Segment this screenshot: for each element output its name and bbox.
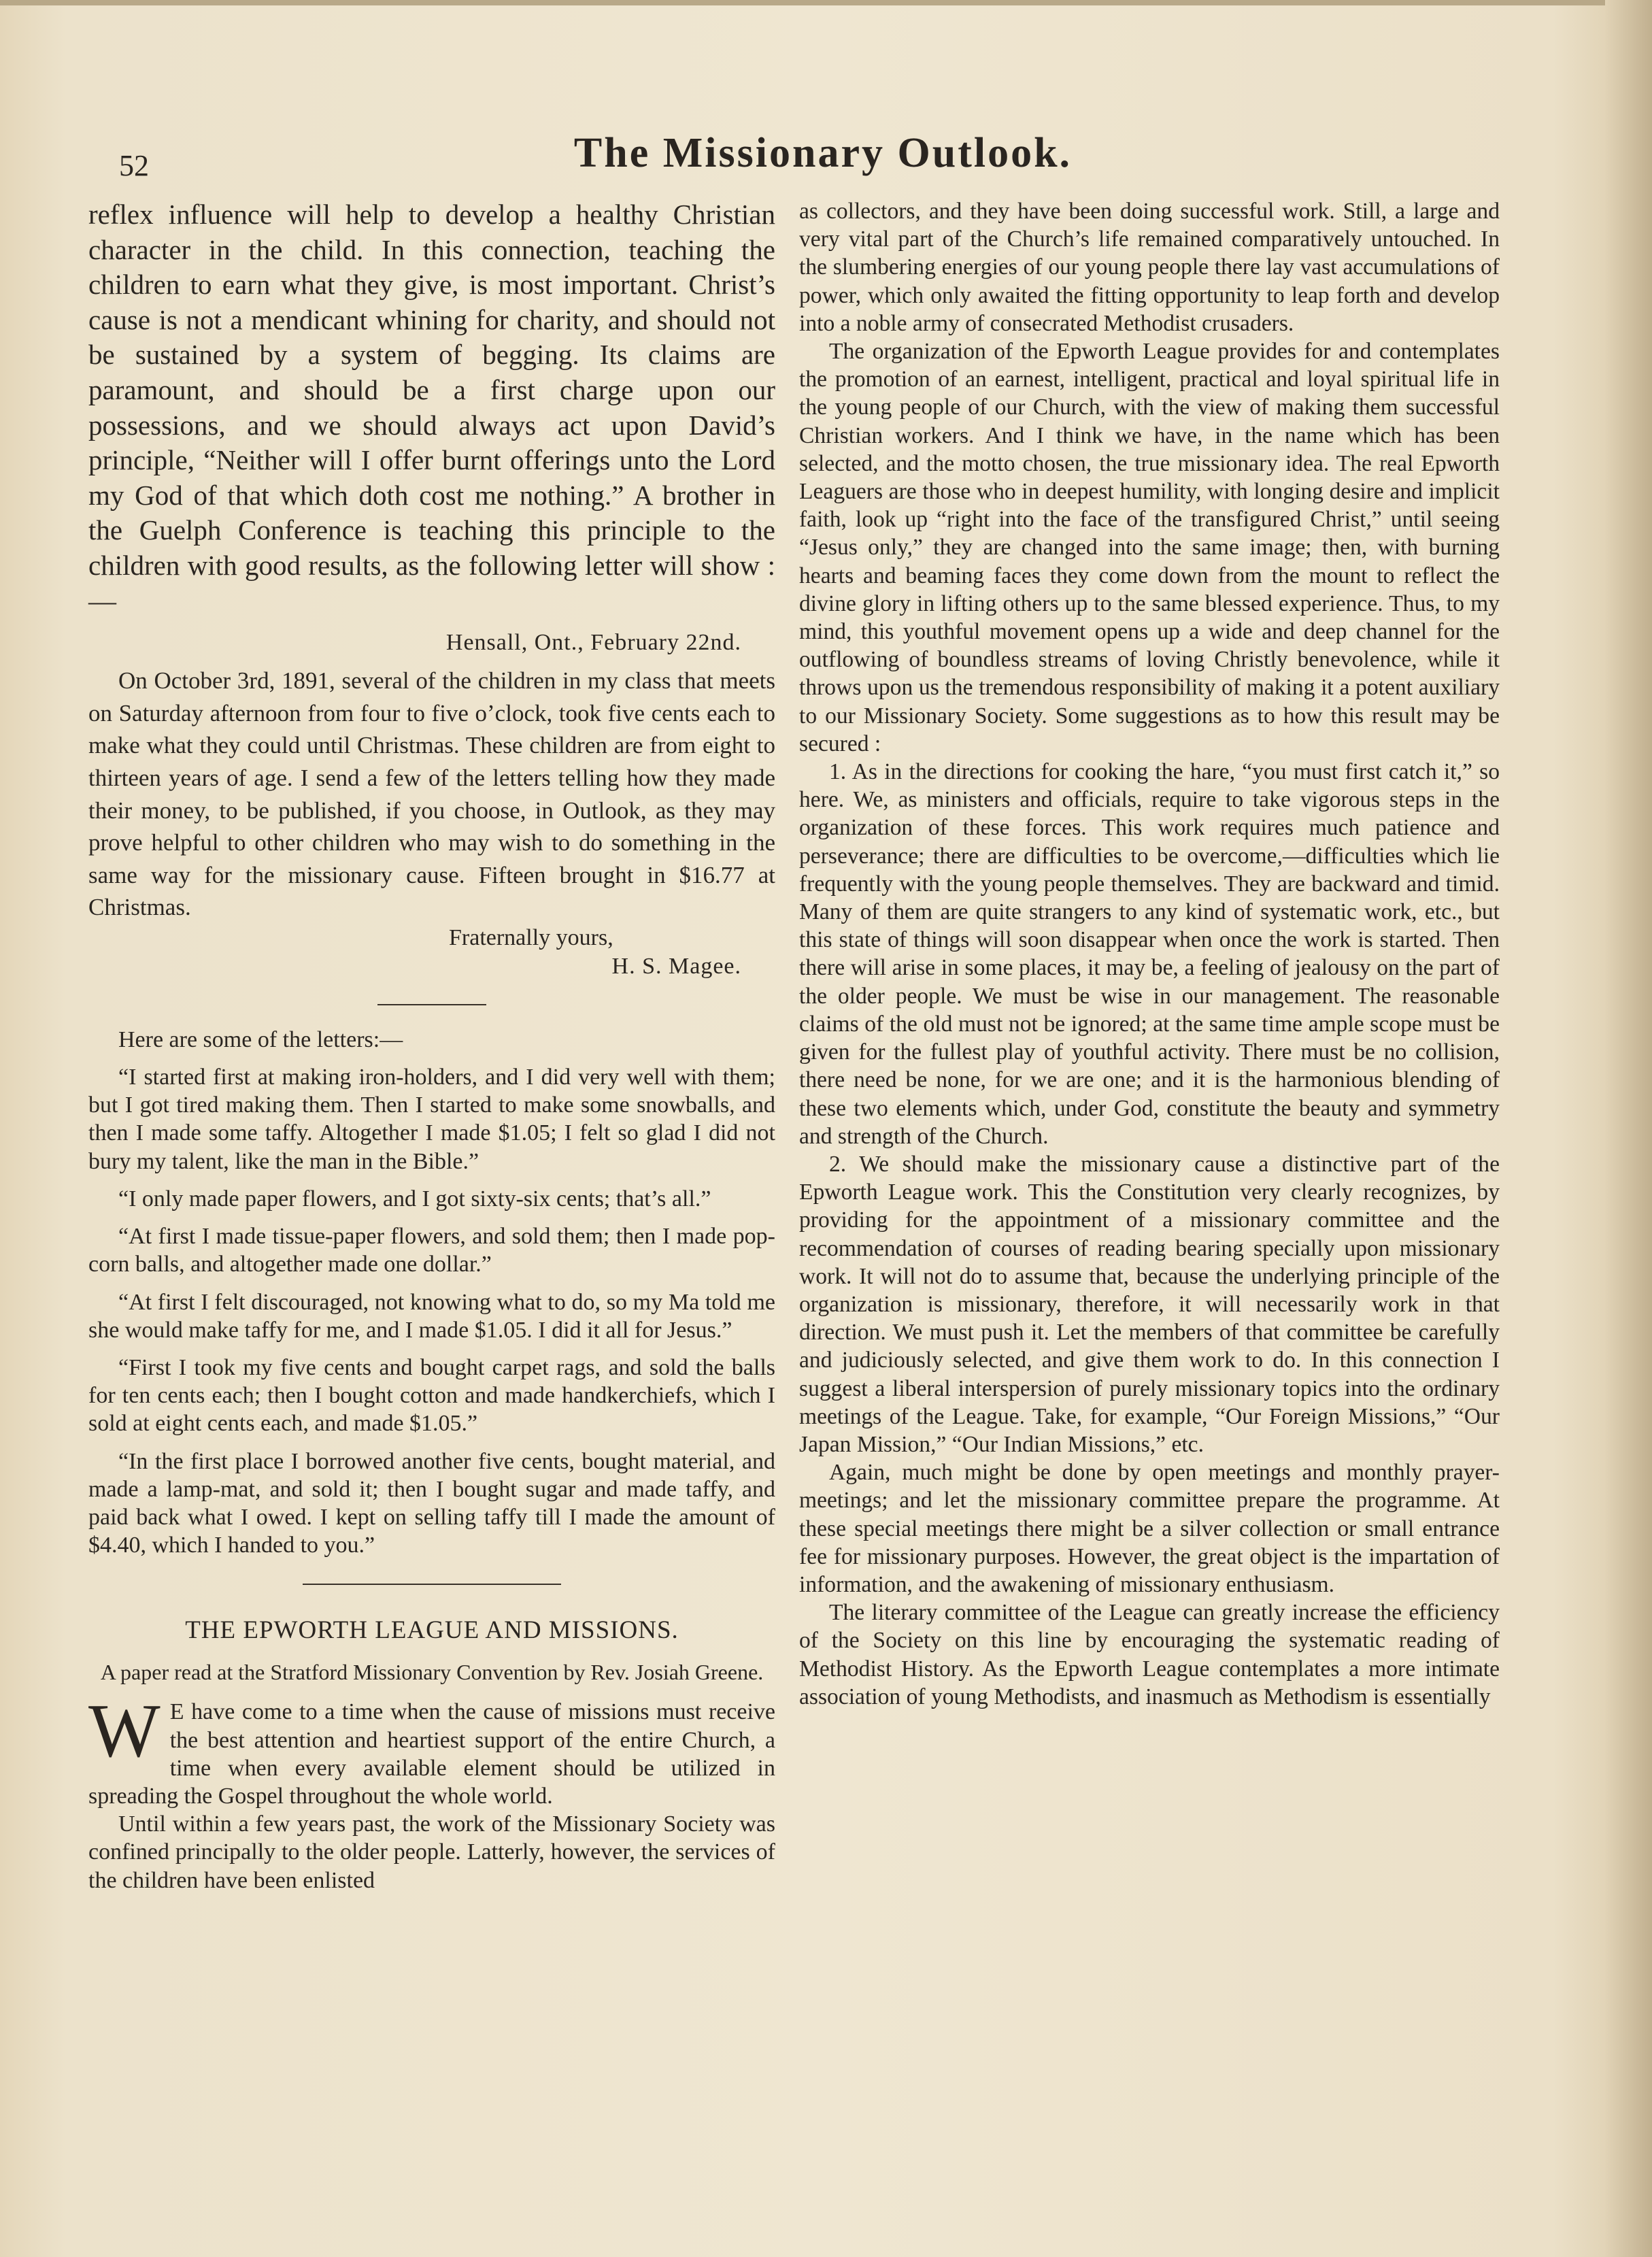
article-paragraph: Again, much might be done by open meetings and monthly prayer-meetings; and let the missionary committee prepare the programme. At these special meetings there might be a silver collection or small entrance fee for missionary purposes. However, the great object is the impartation of information, and the awakening of missionary enthusiasm. [799, 1460, 1500, 1597]
article-paragraph: The organization of the Epworth League provides for and contemplates the promotion of an earnest, intelligent, practical and loyal spiritual life in the young people of our Church, with the view of making them successful Christian workers. And I think we have, in the name which has been selected, and the motto chosen, the true missionary idea. The real Epworth Leaguers are those who in deepest humility, with longing desire and implicit faith, look up “right into the face of the transfigured Christ,” until seeing “Jesus only,” they are changed into the same image; then, with burning hearts and beaming faces they come down from the mount to reflect the divine glory in lifting others up to the same blessed experience. Thus, to my mind, this youthful movement opens up a wide and deep channel for the outflowing of boundless streams of loving Christly benevolence, while it throws upon us the tremendous responsibility of making it a potent auxiliary to our Missionary Society. Some suggestions as to how this result may be secured : [799, 339, 1500, 756]
article-paragraph: Until within a few years past, the work of the Missionary Society was confined principally to the older people. Latterly, however, the services of the children have been enlisted [88, 1811, 775, 1893]
article-title: THE EPWORTH LEAGUE AND MISSIONS. [185, 1616, 679, 1645]
left-column [88, 197, 775, 1894]
top-rule [0, 0, 1605, 5]
article-opening [88, 1698, 775, 1810]
right-column [799, 197, 1500, 1711]
letter-signature: H. S. Magee. [611, 953, 741, 979]
page-number: 52 [119, 149, 149, 182]
child-letter: “At first I made tissue-paper flowers, and sold them; then I made pop-corn balls, and altogether made one dollar.” [88, 1224, 775, 1277]
child-letter: “I only made paper flowers, and I got sixty-six cents; that’s all.” [118, 1186, 711, 1211]
spacer [88, 1175, 775, 1185]
spacer [88, 1213, 775, 1222]
spacer [88, 1344, 775, 1354]
separator-rule [377, 1004, 486, 1005]
article-paragraph: as collectors, and they have been doing successful work. Still, a large and very vital part of the Church’s life remained comparatively untouched. In the slumbering energies of our young people there lay vast accumulations of power, which only awaited the fitting opportunity to leap forth and develop into a noble army of consecrated Methodist crusaders. [799, 199, 1500, 336]
spacer [88, 1279, 775, 1288]
spacer [88, 1054, 775, 1063]
child-letter: “At first I felt discouraged, not knowing what to do, so my Ma told me she would make taffy for me, and I made $1.05. I did it all for Jesus.” [88, 1289, 775, 1343]
spacer [88, 1438, 775, 1448]
running-title: The Missionary Outlook. [573, 130, 1073, 176]
letter-signoff: Fraternally yours, [449, 924, 613, 950]
child-letter: “First I took my five cents and bought carpet rags, and sold the balls for ten cents each; then I bought cotton and made handkerchiefs, which I sold at eight cents each, and made $1.05.” [88, 1354, 775, 1437]
child-letter: “In the first place I borrowed another five cents, bought material, and made a lamp-mat, and sold it; then I bought sugar and made taffy, and paid back what I owed. I kept on selling taffy till I made the amount of $4.40, which I handed to you.” [88, 1448, 775, 1558]
letters-intro: Here are some of the letters:— [118, 1026, 403, 1052]
child-letter: “I started first at making iron-holders, and I did very well with them; but I got tired making them. Then I started to make some snowballs, and then I made some taffy. Altogether I made $1.05; I felt so glad I did not bury my talent, like the man in the Bible.” [88, 1065, 775, 1174]
letter-dateline: Hensall, Ont., February 22nd. [445, 630, 741, 656]
intro-paragraph: reflex influence will help to develop a healthy Christian character in the child. In this connection, teaching the children to earn what they give, is most important. Christ’s cause is not a mendicant whining for charity, and should not be sustained by a system of begging. Its claims are paramount, and should be a first charge upon our possessions, and we should always act upon David’s principle, “Neither will I offer burnt offerings unto the Lord my God of that which doth cost me nothing.” A brother in the Guelph Conference is teaching this principle to the children with good results, as the following letter will show :— [88, 199, 775, 616]
article-paragraph: 2. We should make the missionary cause a distinctive part of the Epworth League work. This the Constitution very clearly recognizes, by providing for the appointment of a missionary committee and the recommendation of courses of reading bearing specially upon missionary work. It will not do to assume that, because the underlying principle of the organization is missionary, therefore, it will necessarily work in that direction. We must push it. Let the members of that committee be carefully and judiciously selected, and give them work to do. In this connection I suggest a liberal interspersion of purely missionary topics into the ordinary meetings of the League. Take, for example, “Our Foreign Missions,” “Our Japan Mission,” “Our Indian Missions,” etc. [799, 1151, 1500, 1457]
letter-body: On October 3rd, 1891, several of the children in my class that meets on Saturday afternoon from four to five o’clock, took five cents each to make what they could until Christmas. These children are from eight to thirteen years of age. I send a few of the letters telling how they made their money, to be published, if you choose, in Outlook, as they may prove helpful to other children who may wish to do something in the same way for the missionary cause. Fifteen brought in $16.77 at Christmas. [88, 667, 775, 921]
page-edge-shadow [1604, 0, 1652, 2257]
article-paragraph: 1. As in the directions for cooking the hare, “you must first catch it,” so here. We, as ministers and officials, require to take vigorous steps in the organization of these forces. This work requires much patience and perseverance; there are difficulties to be overcome,—difficulties which lie frequently with the young people themselves. They are backward and timid. Many of them are quite strangers to any kind of systematic work, etc., but this state of things will soon disappear when once the work is started. Then there will arise in some places, it may be, a feeling of jealousy on the part of the older people. We must be wise in our management. The reasonable claims of the old must not be ignored; at the same time ample scope must be given for the fullest play of youthful activity. There must be no collision, there need be none, for we are one; and it is the harmonious blending of these two elements which, under God, constitute the beauty and symmetry and strength of the Church. [799, 759, 1500, 1149]
article-paragraph: E have come to a time when the cause of missions must receive the best attention and heartiest support of the entire Church, a time when every available element should be utilized in spreading the Gospel throughout the whole world. [88, 1699, 775, 1809]
article-byline: A paper read at the Stratford Missionary Convention by Rev. Josiah Greene. [100, 1660, 764, 1685]
separator-rule [303, 1584, 561, 1585]
drop-cap: W [88, 1698, 161, 1774]
article-paragraph: The literary committee of the League can greatly increase the efficiency of the Society on this line by encouraging the systematic reading of Methodist History. As the Epworth League contemplates a more intimate association of young Methodists, and inasmuch as Methodism is essentially [799, 1600, 1500, 1709]
